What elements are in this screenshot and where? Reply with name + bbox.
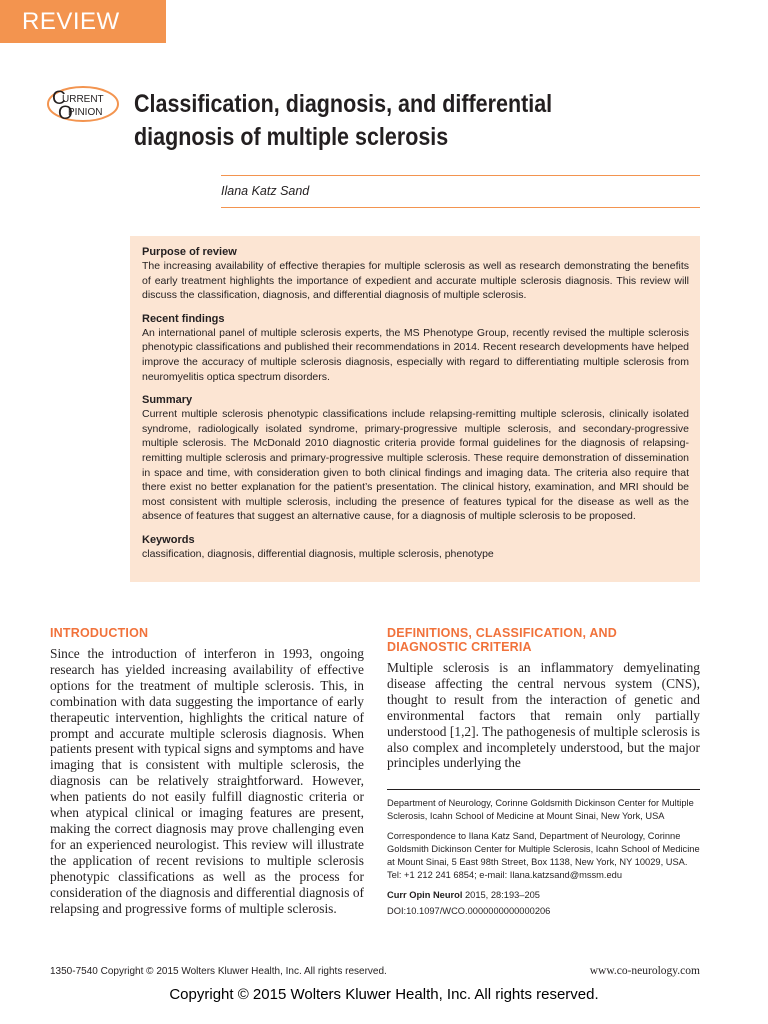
- footer-url: www.co-neurology.com: [589, 965, 700, 977]
- introduction-text: Since the introduction of interferon in 1993, ongoing research has yielded increasing availability of effective options for the treatment of multiple sclerosis. This, in combination with data suggesting the importance of early therapeutic intervention, highlights the critical nature of prompt and accurate multiple sclerosis diagnosis. When patients present with typical signs and symptoms and have imaging that is consistent with multiple sclerosis, the diagnosis can be relatively straightforward. However, when patients do not easily fulfill diagnostic criteria or when atypical clinical or imaging features are present, making the correct diagnosis may prove challenging even for an experienced neurologist. This review will illustrate the application of recent revisions to multiple sclerosis phenotypic classifications as well as the process for consideration of the diagnosis and differential diagnosis of relapsing and progressive forms of multiple sclerosis.: [50, 646, 364, 916]
- introduction-section: [50, 626, 364, 916]
- logo-line-2: PINION: [68, 107, 103, 118]
- author-name: Ilana Katz Sand: [221, 184, 310, 198]
- title-divider: [221, 175, 700, 176]
- citation-details: 2015, 28:193–205: [462, 890, 540, 900]
- logo-line-1: URRENT: [62, 94, 104, 105]
- section-tag: [0, 0, 166, 43]
- summary-heading: Summary: [142, 394, 193, 407]
- citation: [387, 889, 700, 902]
- notes-divider: [387, 789, 700, 790]
- definitions-heading-line-2: DIAGNOSTIC CRITERIA: [387, 640, 532, 654]
- introduction-heading: INTRODUCTION: [50, 626, 149, 640]
- author-divider: [221, 207, 700, 208]
- section-tag-label: REVIEW: [22, 8, 120, 35]
- logo-initial-o: O: [58, 103, 73, 123]
- affiliation: Department of Neurology, Corinne Goldsmith Dickinson Center for Multiple Sclerosis, Icahn School of Medicine at Mount Sinai, New York, USA: [387, 798, 694, 821]
- current-opinion-logo: [46, 85, 120, 123]
- correspondence: Correspondence to Ilana Katz Sand, Department of Neurology, Corinne Goldsmith Dickinson Center for Multiple Sclerosis, Icahn School of Medicine at Mount Sinai, 5 East 98th Street, Box 1138, New York, NY 10029, USA. Tel: +1 212 241 6854; e-mail: Ilana.katzsand@mssm.edu: [387, 831, 700, 880]
- definitions-heading: [387, 626, 700, 654]
- copyright-banner: Copyright © 2015 Wolters Kluwer Health, Inc. All rights reserved.: [169, 986, 599, 1003]
- footer-copyright: 1350-7540 Copyright © 2015 Wolters Kluwer Health, Inc. All rights reserved.: [50, 966, 387, 977]
- article-title: Classification, diagnosis, and differential diagnosis of multiple sclerosis: [134, 90, 553, 151]
- findings-text: An international panel of multiple sclerosis experts, the MS Phenotype Group, recently revised the multiple sclerosis phenotypic classifications and published their recommendations in 2014. Recent research developments have helped improve the accuracy of multiple sclerosis diagnosis, especially with regard to differentiating multiple sclerosis from neuromyelitis optica spectrum disorders.: [142, 326, 689, 383]
- summary-text: Current multiple sclerosis phenotypic classifications include relapsing-remitting multiple sclerosis, clinically isolated syndrome, radiologically isolated syndrome, primary-progressive multiple sclerosis, and secondary-progressive multiple sclerosis. The McDonald 2010 diagnostic criteria provide formal guidelines for the diagnosis of relapsing-remitting multiple sclerosis and primary-progressive multiple sclerosis. These require demonstration of dissemination in space and time, with consideration given to both clinical findings and imaging data. The criteria also require that there exist no better explanation for the patient’s presentation. The clinical history, examination, and MRI should be most consistent with multiple sclerosis, including the presence of features typical for the disease as well as the absence of features that suggest an alternative cause, for a diagnosis of multiple sclerosis to be proposed.: [142, 408, 689, 523]
- definitions-heading-line-1: DEFINITIONS, CLASSIFICATION, AND: [387, 626, 618, 640]
- citation-journal: Curr Opin Neurol: [387, 890, 463, 900]
- article-notes: [387, 797, 700, 918]
- logo-initial-c: C: [52, 88, 66, 109]
- abstract-box: [130, 236, 700, 582]
- keywords-heading: Keywords: [142, 533, 195, 546]
- findings-heading: Recent findings: [142, 312, 225, 325]
- definitions-text: Multiple sclerosis is an inflammatory demyelinating disease affecting the central nervous system (CNS), thought to result from the interaction of genetic and environmental factors that remain only partially understood [1,2]. The pathogenesis of multiple sclerosis is also complex and incompletely understood, but the major principles underlying the: [387, 660, 700, 771]
- purpose-heading: Purpose of review: [142, 246, 237, 258]
- purpose-text: The increasing availability of effective therapies for multiple sclerosis as well as research demonstrating the benefits of early treatment highlights the importance of expedient and accurate multiple sclerosis diagnosis. This review will discuss the classification, diagnosis, and differential diagnosis of multiple sclerosis.: [142, 260, 689, 302]
- definitions-section: [387, 626, 700, 771]
- doi: DOI:10.1097/WCO.0000000000000206: [387, 906, 551, 916]
- keywords-text: classification, diagnosis, differential diagnosis, multiple sclerosis, phenotype: [142, 547, 494, 560]
